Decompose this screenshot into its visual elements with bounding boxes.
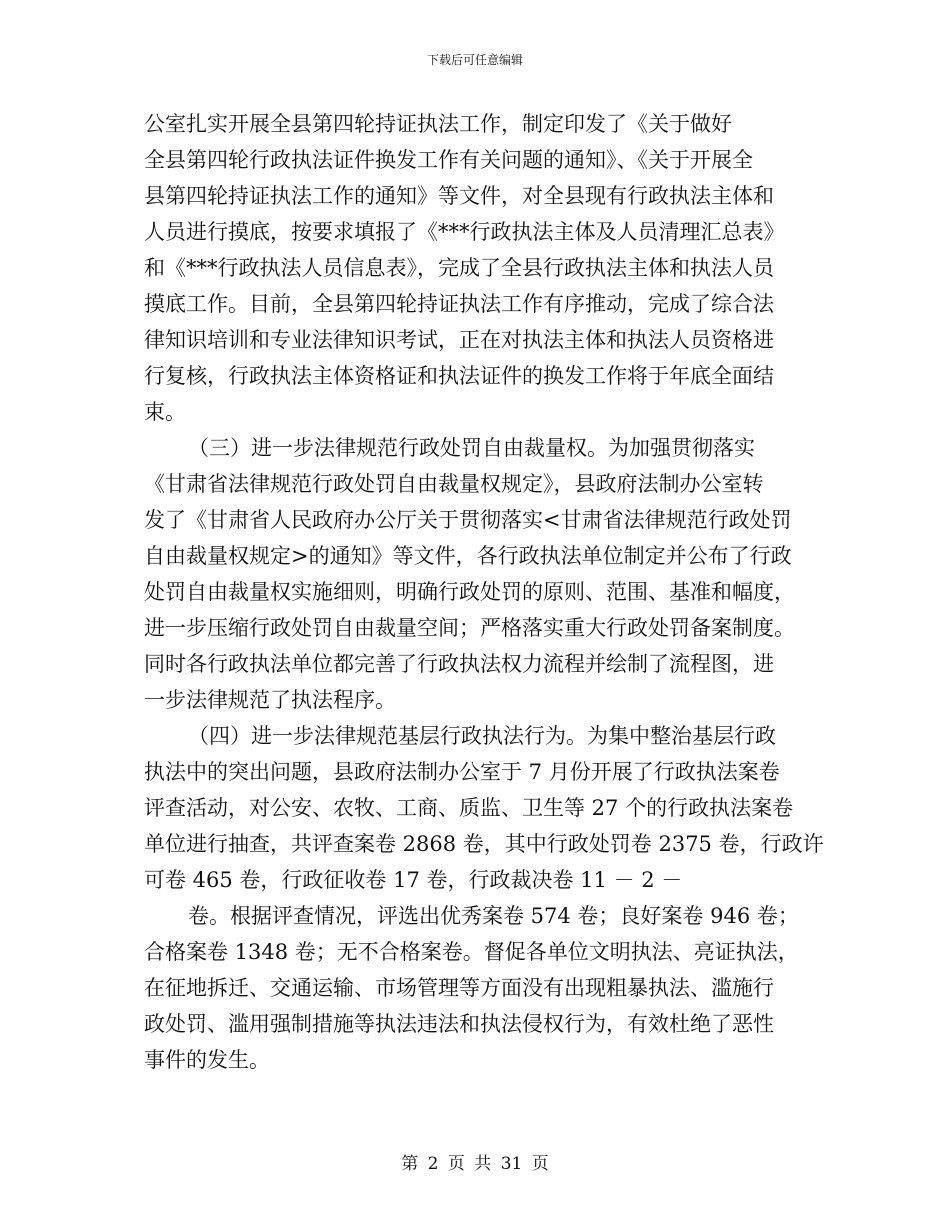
text-line: 事件的发生。 [144,1048,270,1072]
text-line: 摸底工作。目前，全县第四轮持证执法工作有序推动，完成了综合法 [144,292,774,316]
text-line: 全县第四轮行政执法证件换发工作有关问题的通知》、《关于开展全 [144,148,753,172]
section-heading-line: （三）进一步法律规范行政处罚自由裁量权。为加强贯彻落实 [188,436,755,460]
text-line: 同时各行政执法单位都完善了行政执法权力流程并绘制了流程图，进 [144,652,774,676]
page-footer: 第 2 页 共 31 页 [401,1154,549,1174]
text-line: 自由裁量权规定>的通知》等文件，各行政执法单位制定并公布了行政 [144,544,792,568]
text-line: 可卷 465 卷，行政征收卷 17 卷，行政裁决卷 11 － 2 － [144,868,683,892]
text-line: 一步法律规范了执法程序。 [144,688,396,712]
text-line: 单位进行抽查，共评查案卷 2868 卷，其中行政处罚卷 2375 卷，行政许 [144,832,824,856]
text-line: 进一步压缩行政处罚自由裁量空间；严格落实重大行政处罚备案制度。 [144,616,795,640]
text-line: 公室扎实开展全县第四轮持证执法工作，制定印发了《关于做好 [144,112,732,136]
text-line: 合格案卷 1348 卷；无不合格案卷。督促各单位文明执法、亮证执法， [144,940,799,964]
text-line: 《甘肃省法律规范行政处罚自由裁量权规定》，县政府法制办公室转 [144,472,764,496]
text-line: 处罚自由裁量权实施细则，明确行政处罚的原则、范围、基准和幅度， [144,580,795,604]
text-line: 卷。根据评查情况，评选出优秀案卷 574 卷；良好案卷 946 卷； [188,904,799,928]
text-line: 评查活动，对公安、农牧、工商、质监、卫生等 27 个的行政执法案卷 [144,796,794,820]
text-line: 行复核，行政执法主体资格证和执法证件的换发工作将于年底全面结 [144,364,774,388]
text-line: 束。 [144,400,186,424]
text-line: 政处罚、滥用强制措施等执法违法和执法侵权行为，有效杜绝了恶性 [144,1012,774,1036]
text-line: 律知识培训和专业法律知识考试，正在对执法主体和执法人员资格进 [144,328,774,352]
text-line: 在征地拆迁、交通运输、市场管理等方面没有出现粗暴执法、滥施行 [144,976,774,1000]
page-header: 下载后可任意编辑 [426,53,523,67]
text-line: 和《***行政执法人员信息表》，完成了全县行政执法主体和执法人员 [144,256,774,280]
text-line: 执法中的突出问题，县政府法制办公室于 7 月份开展了行政执法案卷 [144,760,780,784]
text-line: 县第四轮持证执法工作的通知》等文件，对全县现有行政执法主体和 [144,184,774,208]
document-body [144,106,824,1078]
section-heading-line: （四）进一步法律规范基层行政执法行为。为集中整治基层行政 [188,724,776,748]
text-line: 人员进行摸底，按要求填报了《***行政执法主体及人员清理汇总表》 [144,220,785,244]
text-line: 发了《甘肃省人民政府办公厅关于贯彻落实<甘肃省法律规范行政处罚 [144,508,792,532]
